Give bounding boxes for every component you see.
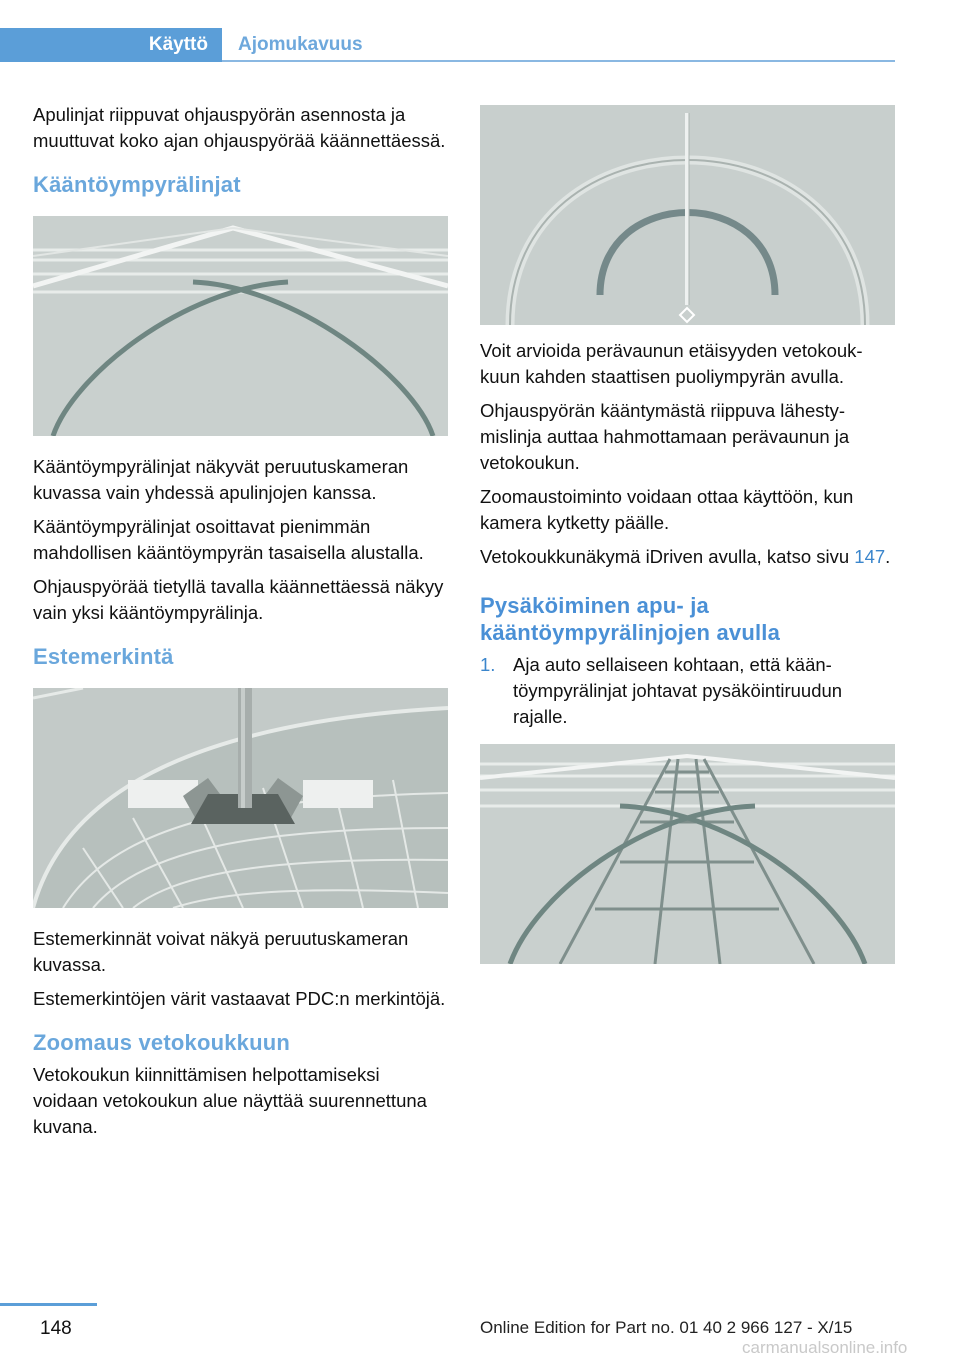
- obstacle-paragraph-2: Estemerkintöjen värit vastaavat PDC:n merkintöjä.: [33, 988, 446, 1009]
- turning-paragraph-2: Kääntöympyrälinjat osoittavat pienimmän mahdollisen kääntöympyrän tasaisella alustalla.: [33, 516, 424, 563]
- heading-zoom-hitch: Zoomaus vetokoukkuun: [33, 1030, 291, 1055]
- hitch-paragraph-4: Vetokoukkunäkymä iDriven avulla, katso sivu 147.: [480, 546, 891, 567]
- step-text: Aja auto sellaiseen kohtaan, että kääntöympyrälinjat johtavat pysäköintiruudun rajalle.: [513, 654, 843, 727]
- hitch-paragraph-1: Voit arvioida perävaunun etäisyyden vetokoukkuun kahden staattisen puoliympyrän avulla.: [480, 340, 863, 387]
- obstacle-paragraph-1: Estemerkinnät voivat näkyä peruutuskameran kuvassa.: [33, 928, 409, 975]
- running-header: [0, 28, 895, 62]
- right-column: [480, 338, 895, 982]
- parking-steps: [480, 652, 895, 730]
- hitch-view-image: [480, 105, 895, 325]
- hitch-paragraph-3: Zoomaustoiminto voidaan ottaa käyttöön, kun kamera kytketty päälle.: [480, 486, 854, 533]
- heading-parking: Pysäköiminen apu- ja kääntöympyrälinjojen avulla: [480, 593, 781, 645]
- parking-lines-image: [480, 744, 895, 964]
- obstacle-marking-image: [33, 688, 448, 908]
- zoom-paragraph: Vetokoukun kiinnittämisen helpottamiseksi voidaan vetokoukun alue näyttää suurennettuna kuvana.: [33, 1064, 427, 1137]
- heading-turning-circle-lines: Kääntöympyrälinjat: [33, 172, 241, 197]
- turning-paragraph-1: Kääntöympyrälinjat näkyvät peruutuskameran kuvassa vain yhdessä apulinjojen kanssa.: [33, 456, 409, 503]
- page-number: 148: [40, 1318, 72, 1339]
- list-item: [480, 652, 895, 730]
- hitch-paragraph-2: Ohjauspyörän kääntymästä riippuva lähestymislinja auttaa hahmottamaan perävaunun ja vetokoukun.: [480, 400, 850, 473]
- watermark: carmanualsonline.info: [742, 1338, 908, 1357]
- chapter-tab: Käyttö: [0, 28, 222, 62]
- turning-paragraph-3: Ohjauspyörää tietyllä tavalla käännettäessä näkyy vain yksi kääntöympyrälinja.: [33, 576, 444, 623]
- page-reference-link[interactable]: 147: [854, 546, 886, 567]
- section-tab: Ajomukavuus: [238, 34, 363, 55]
- step-number: 1.: [480, 654, 496, 675]
- intro-paragraph: Apulinjat riippuvat ohjauspyörän asennosta ja muuttuvat koko ajan ohjauspyörää käännettäessä.: [33, 104, 446, 151]
- heading-obstacle-marking: Estemerkintä: [33, 644, 174, 669]
- turning-lines-image: [33, 216, 448, 436]
- header-rule: [222, 60, 895, 62]
- left-column: [33, 102, 448, 1148]
- footer-rule: [0, 1303, 97, 1306]
- edition-note: Online Edition for Part no. 01 40 2 966 127 - X/15: [480, 1318, 853, 1337]
